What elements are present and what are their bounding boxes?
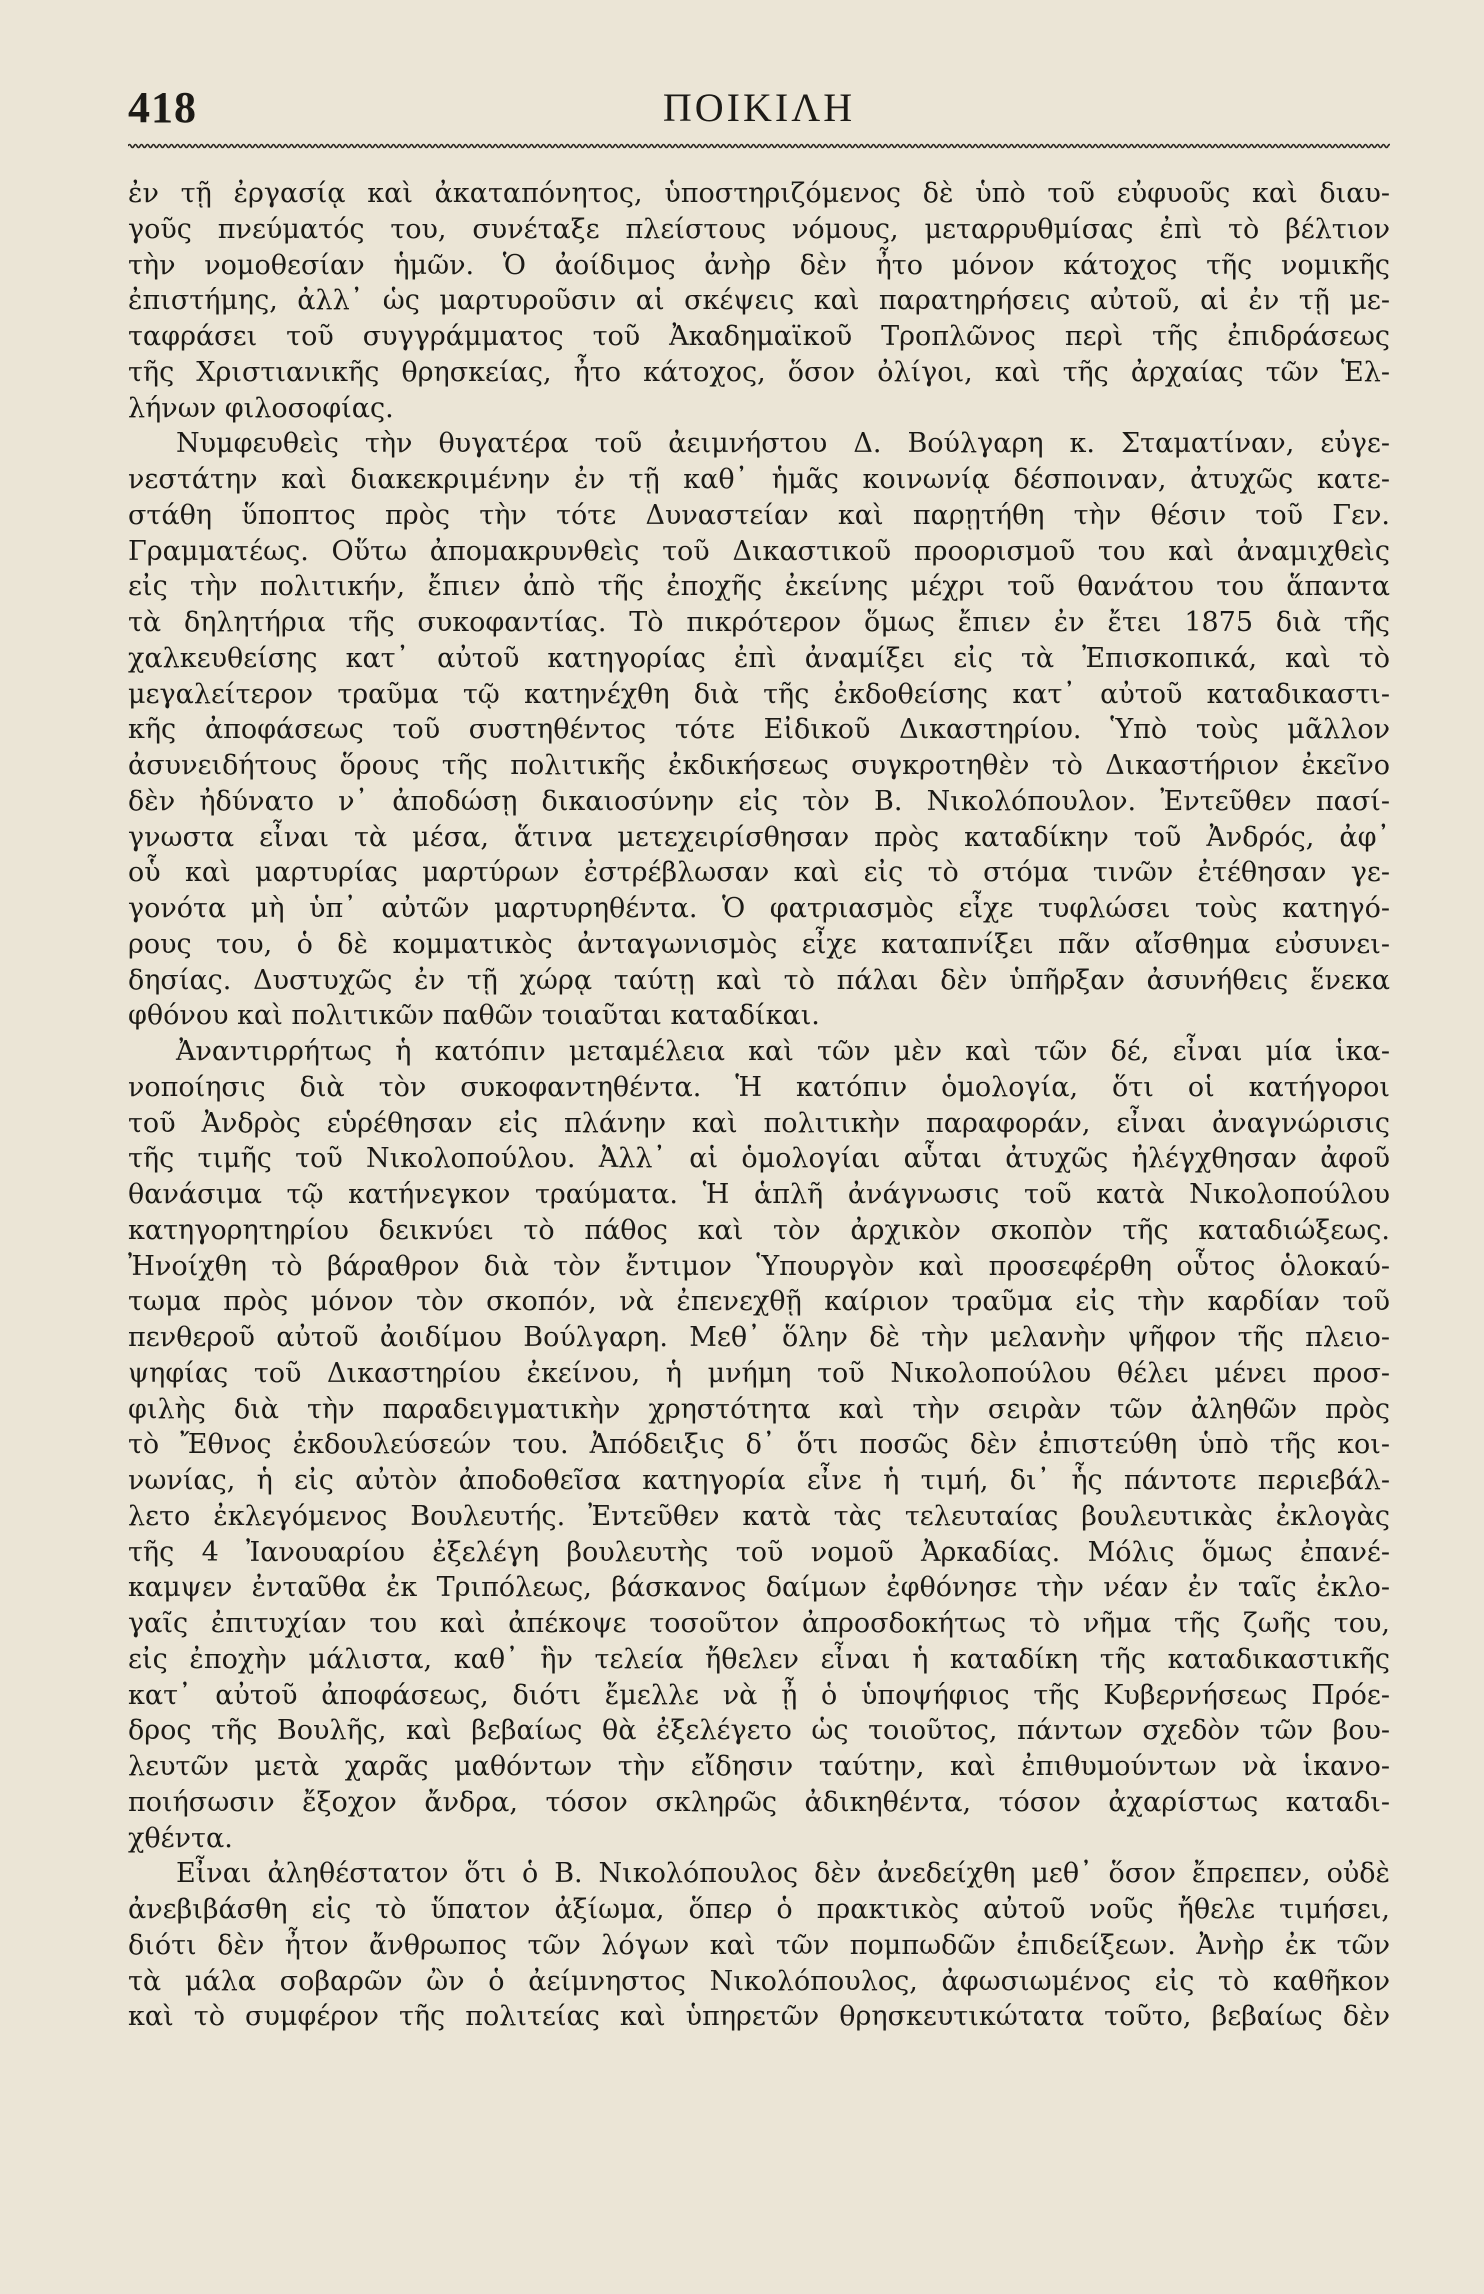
text-line: καμψεν ἐνταῦθα ἐκ Τριπόλεως, βάσκανος δαίμων ἐφθόνησε τὴν νέαν ἐν ταῖς ἐκλο- <box>128 1572 1390 1604</box>
text-line: λήνων φιλοσοφίας. <box>128 392 394 424</box>
text-line: τὰ μάλα σοβαρῶν ὢν ὁ ἀείμνηστος Νικολόπουλος, ἀφωσιωμένος εἰς τὸ καθῆκον <box>128 1965 1390 1997</box>
text-line: πενθεροῦ αὐτοῦ ἀοιδίμου Βούλγαρη. Μεθ᾽ ὅλην δὲ τὴν μελανὴν ψῆφον τῆς πλειο- <box>128 1322 1390 1353</box>
text-line: ψηφίας τοῦ Δικαστηρίου ἐκείνου, ἡ μνήμη τοῦ Νικολοπούλου θέλει μένει προσ- <box>128 1357 1390 1389</box>
text-line: νωνίας, ἡ εἰς αὐτὸν ἀποδοθεῖσα κατηγορία εἶνε ἡ τιμή, δι᾽ ἧς πάντοτε περιεβάλ- <box>128 1465 1390 1496</box>
text-line: τῆς τιμῆς τοῦ Νικολοπούλου. Ἀλλ᾽ αἱ ὁμολογίαι αὗται ἀτυχῶς ἠλέγχθησαν ἀφοῦ <box>128 1143 1390 1175</box>
text-line: Γραμματέως. Οὕτω ἀπομακρυνθεὶς τοῦ Δικαστικοῦ προορισμοῦ του καὶ ἀναμιχθεὶς <box>128 535 1390 567</box>
text-line: τὸ Ἔθνος ἐκδουλεύσεών του. Ἀπόδειξις δ᾽ ὅτι ποσῶς δὲν ἐπιστεύθη ὑπὸ τῆς κοι- <box>128 1429 1390 1461</box>
text-line: γαῖς ἐπιτυχίαν του καὶ ἀπέκοψε τοσοῦτον ἀπροσδοκήτως τὸ νῆμα τῆς ζωῆς του, <box>128 1608 1390 1639</box>
text-line: ἀσυνειδήτους ὅρους τῆς πολιτικῆς ἐκδικήσεως συγκροτηθὲν τὸ Δικαστήριον ἐκεῖνο <box>128 750 1390 781</box>
text-line: δὲν ἠδύνατο ν᾽ ἀποδώσῃ δικαιοσύνην εἰς τὸν Β. Νικολόπουλον. Ἐντεῦθεν πασί- <box>128 785 1390 817</box>
text-line: τὰ δηλητήρια τῆς συκοφαντίας. Τὸ πικρότερον ὅμως ἔπιεν ἐν ἔτει 1875 διὰ τῆς <box>128 607 1390 638</box>
text-line: τὴν νομοθεσίαν ἡμῶν. Ὁ ἀοίδιμος ἀνὴρ δὲν ἦτο μόνον κάτοχος τῆς νομικῆς <box>128 249 1390 281</box>
text-line: γοῦς πνεύματός του, συνέταξε πλείστους νόμους, μεταρρυθμίσας ἐπὶ τὸ βέλτιον <box>128 213 1390 245</box>
text-line: Ἠνοίχθη τὸ βάραθρον διὰ τὸν ἔντιμον Ὑπουργὸν καὶ προσεφέρθη οὗτος ὁλοκαύ- <box>128 1250 1390 1282</box>
text-line: μεγαλείτερον τραῦμα τῷ κατηνέχθη διὰ τῆς ἐκδοθείσης κατ᾽ αὐτοῦ καταδικαστι- <box>128 678 1390 710</box>
page-number: 418 <box>128 83 197 132</box>
text-line: γνωστα εἶναι τὰ μέσα, ἅτινα μετεχειρίσθησαν πρὸς καταδίκην τοῦ Ἀνδρός, ἀφ᾽ <box>128 821 1390 853</box>
text-line: γονότα μὴ ὑπ᾽ αὐτῶν μαρτυρηθέντα. Ὁ φατριασμὸς εἶχε τυφλώσει τοὺς κατηγό- <box>128 893 1390 924</box>
text-line: δρος τῆς Βουλῆς, καὶ βεβαίως θὰ ἐξελέγετο ὡς τοιοῦτος, πάντων σχεδὸν τῶν βου- <box>128 1715 1390 1747</box>
text-line: τωμα πρὸς μόνον τὸν σκοπόν, νὰ ἐπενεχθῇ καίριον τραῦμα εἰς τὴν καρδίαν τοῦ <box>128 1286 1390 1318</box>
text-line: χθέντα. <box>128 1822 233 1854</box>
text-line: ταφράσει τοῦ συγγράμματος τοῦ Ἀκαδημαϊκοῦ Τροπλῶνος περὶ τῆς ἐπιδράσεως <box>128 321 1390 352</box>
text-line: φθόνου καὶ πολιτικῶν παθῶν τοιαῦται καταδίκαι. <box>128 1000 820 1032</box>
text-line: ἀνεβιβάσθη εἰς τὸ ὕπατον ἀξίωμα, ὅπερ ὁ πρακτικὸς αὐτοῦ νοῦς ἤθελε τιμήσει, <box>128 1894 1390 1925</box>
text-line: λετο ἐκλεγόμενος Βουλευτής. Ἐντεῦθεν κατὰ τὰς τελευταίας βουλευτικὰς ἐκλογὰς <box>128 1500 1390 1532</box>
text-line: ποιήσωσιν ἔξοχον ἄνδρα, τόσον σκληρῶς ἀδικηθέντα, τόσον ἀχαρίστως καταδι- <box>128 1786 1390 1818</box>
running-head: ΠΟΙΚΙΛΗ <box>662 85 856 130</box>
text-line: τῆς 4 Ἰανουαρίου ἐξελέγη βουλευτὴς τοῦ νομοῦ Ἀρκαδίας. Μόλις ὅμως ἐπανέ- <box>128 1536 1390 1568</box>
text-line: λευτῶν μετὰ χαρᾶς μαθόντων τὴν εἴδησιν ταύτην, καὶ ἐπιθυμούντων νὰ ἱκανο- <box>128 1751 1390 1782</box>
text-line: τοῦ Ἀνδρὸς εὑρέθησαν εἰς πλάνην καὶ πολιτικὴν παραφοράν, εἶναι ἀναγνώρισις <box>128 1107 1390 1139</box>
text-line: οὗ καὶ μαρτυρίας μαρτύρων ἐστρέβλωσαν καὶ εἰς τὸ στόμα τινῶν ἐτέθησαν γε- <box>128 857 1390 889</box>
text-line: Νυμφευθεὶς τὴν θυγατέρα τοῦ ἀειμνήστου Δ. Βούλγαρη κ. Σταματίναν, εὐγε- <box>176 428 1390 460</box>
text-line: διότι δὲν ἦτον ἄνθρωπος τῶν λόγων καὶ τῶν πομπωδῶν ἐπιδείξεων. Ἀνὴρ ἐκ τῶν <box>128 1929 1390 1961</box>
text-line: ἐν τῇ ἐργασίᾳ καὶ ἀκαταπόνητος, ὑποστηριζόμενος δὲ ὑπὸ τοῦ εὐφυοῦς καὶ διαυ- <box>128 178 1390 209</box>
page-header <box>128 82 1390 138</box>
body-text <box>128 176 1390 2236</box>
text-line: εἰς ἐποχὴν μάλιστα, καθ᾽ ἣν τελεία ἤθελεν εἶναι ἡ καταδίκη τῆς καταδικαστικῆς <box>128 1643 1390 1675</box>
text-line: φιλὴς διὰ τὴν παραδειγματικὴν χρηστότητα καὶ τὴν σειρὰν τῶν ἀληθῶν πρὸς <box>128 1393 1390 1425</box>
text-line: Ἀναντιρρήτως ἡ κατόπιν μεταμέλεια καὶ τῶν μὲν καὶ τῶν δέ, εἶναι μία ἱκα- <box>176 1036 1390 1067</box>
text-line: νοποίησις διὰ τὸν συκοφαντηθέντα. Ἡ κατόπιν ὁμολογία, ὅτι οἱ κατήγοροι <box>128 1071 1390 1103</box>
text-line: Εἶναι ἀληθέστατον ὅτι ὁ Β. Νικολόπουλος δὲν ἀνεδείχθη μεθ᾽ ὅσον ἔπρεπεν, οὐδὲ <box>176 1858 1390 1890</box>
text-line: νεστάτην καὶ διακεκριμένην ἐν τῇ καθ᾽ ἡμᾶς κοινωνίᾳ δέσποιναν, ἀτυχῶς κατε- <box>128 464 1390 495</box>
text-line: ρους του, ὁ δὲ κομματικὸς ἀνταγωνισμὸς εἶχε καταπνίξει πᾶν αἴσθημα εὐσυνει- <box>128 928 1390 960</box>
text-line: κατηγορητηρίου δεικνύει τὸ πάθος καὶ τὸν ἀρχικὸν σκοπὸν τῆς καταδιώξεως. <box>128 1214 1390 1246</box>
text-line: χαλκευθείσης κατ᾽ αὐτοῦ κατηγορίας ἐπὶ ἀναμίξει εἰς τὰ Ἐπισκοπικά, καὶ τὸ <box>128 642 1390 674</box>
text-line: εἰς τὴν πολιτικήν, ἔπιεν ἀπὸ τῆς ἐποχῆς ἐκείνης μέχρι τοῦ θανάτου του ἅπαντα <box>128 571 1390 603</box>
text-line: κατ᾽ αὐτοῦ ἀποφάσεως, διότι ἔμελλε νὰ ᾖ ὁ ὑποψήφιος τῆς Κυβερνήσεως Πρόε- <box>128 1679 1390 1711</box>
text-line: κῆς ἀποφάσεως τοῦ συστηθέντος τότε Εἰδικοῦ Δικαστηρίου. Ὑπὸ τοὺς μᾶλλον <box>128 714 1390 746</box>
text-line: τῆς Χριστιανικῆς θρησκείας, ἦτο κάτοχος, ὅσον ὀλίγοι, καὶ τῆς ἀρχαίας τῶν Ἑλ- <box>128 356 1390 388</box>
text-line: καὶ τὸ συμφέρον τῆς πολιτείας καὶ ὑπηρετῶν θρησκευτικώτατα τοῦτο, βεβαίως δὲν <box>128 2001 1390 2033</box>
text-line: ἐπιστήμης, ἀλλ᾽ ὡς μαρτυροῦσιν αἱ σκέψεις καὶ παρατηρήσεις αὐτοῦ, αἱ ἐν τῇ με- <box>128 285 1390 317</box>
text-line: στάθη ὕποπτος πρὸς τὴν τότε Δυναστείαν καὶ παρῃτήθη τὴν θέσιν τοῦ Γεν. <box>128 499 1390 531</box>
header-wavy-rule <box>128 142 1390 150</box>
text-line: δησίας. Δυστυχῶς ἐν τῇ χώρᾳ ταύτῃ καὶ τὸ πάλαι δὲν ὑπῆρξαν ἀσυνήθεις ἕνεκα <box>128 964 1390 996</box>
text-line: θανάσιμα τῷ κατήνεγκον τραύματα. Ἡ ἁπλῆ ἀνάγνωσις τοῦ κατὰ Νικολοπούλου <box>128 1179 1390 1210</box>
